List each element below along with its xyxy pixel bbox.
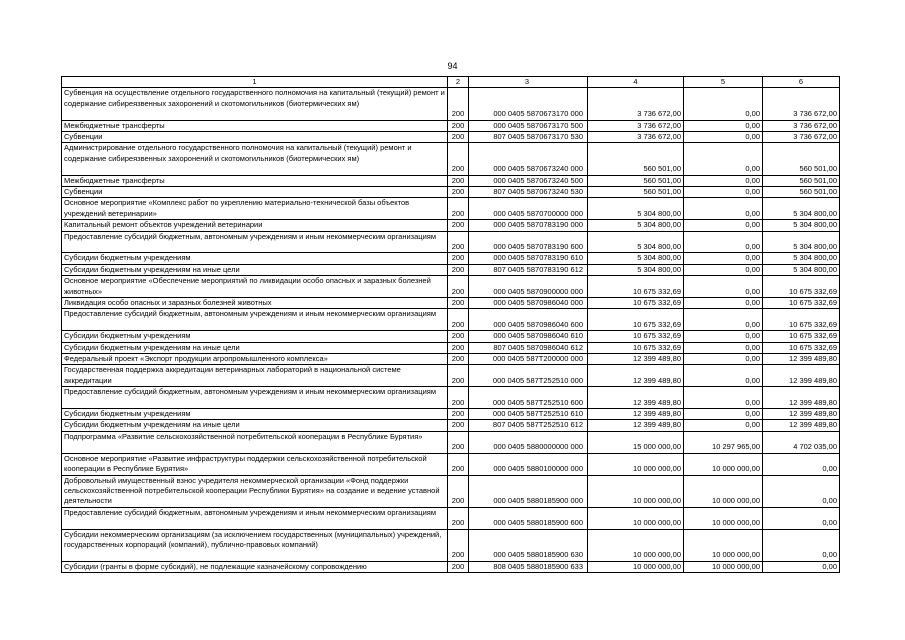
cell-line-code: 200 <box>448 264 469 275</box>
table-row <box>62 298 840 309</box>
cell-executed-amount: 0,00 <box>684 365 763 387</box>
cell-unexecuted-amount: 5 304 800,00 <box>763 220 840 231</box>
cell-approved-amount: 10 000 000,00 <box>588 529 684 561</box>
table-row <box>62 453 840 475</box>
cell-executed-amount: 0,00 <box>684 88 763 120</box>
table-row <box>62 331 840 342</box>
cell-approved-amount: 12 399 489,80 <box>588 409 684 420</box>
cell-line-code: 200 <box>448 88 469 120</box>
cell-indicator-name: Субвенции <box>62 187 448 198</box>
cell-indicator-name: Предоставление субсидий бюджетным, автономным учреждениям и иным некоммерческим организациям <box>62 309 448 331</box>
cell-classification-code: 000 0405 5880185900 600 <box>469 507 588 529</box>
cell-line-code: 200 <box>448 132 469 143</box>
cell-unexecuted-amount: 5 304 800,00 <box>763 253 840 264</box>
cell-unexecuted-amount: 5 304 800,00 <box>763 231 840 253</box>
cell-classification-code: 000 0405 5870673170 500 <box>469 120 588 131</box>
cell-line-code: 200 <box>448 354 469 365</box>
table-row <box>62 342 840 353</box>
cell-indicator-name: Добровольный имущественный взнос учредителя некоммерческой организации «Фонд поддержки сельскохозяйственной потребительской кооперации Республики Бурятия» на создание и ведение уставной деятельности <box>62 475 448 507</box>
cell-classification-code: 000 0405 587T252510 000 <box>469 365 588 387</box>
cell-approved-amount: 15 000 000,00 <box>588 431 684 453</box>
cell-unexecuted-amount: 0,00 <box>763 529 840 561</box>
cell-indicator-name: Капитальный ремонт объектов учреждений ветеринарии <box>62 220 448 231</box>
cell-line-code: 200 <box>448 187 469 198</box>
cell-unexecuted-amount: 10 675 332,69 <box>763 331 840 342</box>
cell-unexecuted-amount: 12 399 489,80 <box>763 354 840 365</box>
cell-approved-amount: 10 675 332,69 <box>588 309 684 331</box>
cell-indicator-name: Субсидии бюджетным учреждениям на иные цели <box>62 264 448 275</box>
cell-line-code: 200 <box>448 253 469 264</box>
cell-line-code: 200 <box>448 331 469 342</box>
cell-executed-amount: 0,00 <box>684 276 763 298</box>
cell-indicator-name: Ликвидация особо опасных и заразных болезней животных <box>62 298 448 309</box>
cell-executed-amount: 0,00 <box>684 331 763 342</box>
table-row <box>62 175 840 186</box>
cell-unexecuted-amount: 3 736 672,00 <box>763 120 840 131</box>
cell-approved-amount: 5 304 800,00 <box>588 253 684 264</box>
table-row <box>62 420 840 431</box>
cell-indicator-name: Субсидии бюджетным учреждениям <box>62 409 448 420</box>
cell-approved-amount: 3 736 672,00 <box>588 88 684 120</box>
table-row <box>62 253 840 264</box>
cell-approved-amount: 12 399 489,80 <box>588 420 684 431</box>
cell-unexecuted-amount: 12 399 489,80 <box>763 409 840 420</box>
cell-unexecuted-amount: 3 736 672,00 <box>763 88 840 120</box>
cell-approved-amount: 560 501,00 <box>588 175 684 186</box>
cell-unexecuted-amount: 12 399 489,80 <box>763 387 840 409</box>
table-row <box>62 387 840 409</box>
cell-approved-amount: 5 304 800,00 <box>588 264 684 275</box>
cell-classification-code: 000 0405 587T252510 600 <box>469 387 588 409</box>
table-row <box>62 365 840 387</box>
table-body <box>62 88 840 573</box>
cell-classification-code: 000 0405 5870783190 000 <box>469 220 588 231</box>
cell-approved-amount: 10 000 000,00 <box>588 507 684 529</box>
cell-approved-amount: 10 675 332,69 <box>588 331 684 342</box>
cell-unexecuted-amount: 10 675 332,69 <box>763 276 840 298</box>
cell-line-code: 200 <box>448 507 469 529</box>
cell-approved-amount: 10 000 000,00 <box>588 475 684 507</box>
cell-indicator-name: Основное мероприятие «Комплекс работ по укреплению материально-технической базы объектов учреждений ветеринарии» <box>62 198 448 220</box>
cell-approved-amount: 3 736 672,00 <box>588 120 684 131</box>
cell-classification-code: 000 0405 5880185900 630 <box>469 529 588 561</box>
cell-executed-amount: 0,00 <box>684 220 763 231</box>
column-header: 2 <box>448 77 469 88</box>
cell-indicator-name: Субсидии бюджетным учреждениям на иные цели <box>62 342 448 353</box>
column-header: 1 <box>62 77 448 88</box>
cell-executed-amount: 10 000 000,00 <box>684 561 763 572</box>
cell-unexecuted-amount: 5 304 800,00 <box>763 198 840 220</box>
cell-approved-amount: 560 501,00 <box>588 187 684 198</box>
cell-unexecuted-amount: 0,00 <box>763 561 840 572</box>
cell-executed-amount: 0,00 <box>684 342 763 353</box>
cell-classification-code: 807 0405 5870986040 612 <box>469 342 588 353</box>
cell-executed-amount: 0,00 <box>684 409 763 420</box>
cell-executed-amount: 10 000 000,00 <box>684 507 763 529</box>
cell-classification-code: 000 0405 5880100000 000 <box>469 453 588 475</box>
table-row <box>62 529 840 561</box>
cell-approved-amount: 12 399 489,80 <box>588 387 684 409</box>
table-row <box>62 143 840 175</box>
cell-executed-amount: 0,00 <box>684 175 763 186</box>
cell-indicator-name: Межбюджетные трансферты <box>62 175 448 186</box>
cell-line-code: 200 <box>448 409 469 420</box>
cell-executed-amount: 0,00 <box>684 231 763 253</box>
cell-approved-amount: 12 399 489,80 <box>588 365 684 387</box>
cell-indicator-name: Субсидии (гранты в форме субсидий), не подлежащие казначейскому сопровождению <box>62 561 448 572</box>
table-row <box>62 220 840 231</box>
table-row <box>62 132 840 143</box>
cell-approved-amount: 5 304 800,00 <box>588 231 684 253</box>
table-row <box>62 88 840 120</box>
cell-classification-code: 000 0405 5870986040 000 <box>469 298 588 309</box>
cell-unexecuted-amount: 560 501,00 <box>763 187 840 198</box>
cell-executed-amount: 0,00 <box>684 420 763 431</box>
cell-unexecuted-amount: 10 675 332,69 <box>763 298 840 309</box>
cell-unexecuted-amount: 10 675 332,69 <box>763 309 840 331</box>
cell-unexecuted-amount: 3 736 672,00 <box>763 132 840 143</box>
cell-line-code: 200 <box>448 143 469 175</box>
cell-classification-code: 000 0405 5870700000 000 <box>469 198 588 220</box>
cell-classification-code: 808 0405 5880185900 633 <box>469 561 588 572</box>
cell-indicator-name: Государственная поддержка аккредитации ветеринарных лабораторий в национальной системе аккредитации <box>62 365 448 387</box>
cell-line-code: 200 <box>448 276 469 298</box>
table-row <box>62 507 840 529</box>
cell-classification-code: 000 0405 5870673240 500 <box>469 175 588 186</box>
table-header <box>62 77 840 88</box>
table-row <box>62 409 840 420</box>
cell-line-code: 200 <box>448 561 469 572</box>
cell-executed-amount: 0,00 <box>684 387 763 409</box>
cell-indicator-name: Межбюджетные трансферты <box>62 120 448 131</box>
cell-unexecuted-amount: 560 501,00 <box>763 143 840 175</box>
cell-approved-amount: 5 304 800,00 <box>588 198 684 220</box>
cell-unexecuted-amount: 12 399 489,80 <box>763 420 840 431</box>
cell-indicator-name: Субсидии бюджетным учреждениям <box>62 331 448 342</box>
cell-classification-code: 000 0405 587T252510 610 <box>469 409 588 420</box>
cell-classification-code: 000 0405 5870783190 610 <box>469 253 588 264</box>
cell-line-code: 200 <box>448 365 469 387</box>
cell-line-code: 200 <box>448 342 469 353</box>
cell-classification-code: 000 0405 587T200000 000 <box>469 354 588 365</box>
page-number: 94 <box>447 61 458 71</box>
cell-line-code: 200 <box>448 231 469 253</box>
cell-executed-amount: 0,00 <box>684 132 763 143</box>
cell-classification-code: 000 0405 5870673240 000 <box>469 143 588 175</box>
cell-indicator-name: Предоставление субсидий бюджетным, автономным учреждениям и иным некоммерческим организациям <box>62 507 448 529</box>
cell-executed-amount: 0,00 <box>684 253 763 264</box>
cell-line-code: 200 <box>448 431 469 453</box>
table-row <box>62 561 840 572</box>
cell-indicator-name: Основное мероприятие «Развитие инфраструктуры поддержки сельскохозяйственной потребительской кооперации в Республике Бурятия» <box>62 453 448 475</box>
cell-unexecuted-amount: 0,00 <box>763 453 840 475</box>
cell-indicator-name: Субсидии бюджетным учреждениям <box>62 253 448 264</box>
cell-line-code: 200 <box>448 298 469 309</box>
cell-executed-amount: 0,00 <box>684 143 763 175</box>
cell-line-code: 200 <box>448 120 469 131</box>
cell-executed-amount: 0,00 <box>684 264 763 275</box>
column-header: 3 <box>469 77 588 88</box>
cell-classification-code: 000 0405 5870986040 600 <box>469 309 588 331</box>
table-row <box>62 475 840 507</box>
table-row <box>62 198 840 220</box>
cell-unexecuted-amount: 5 304 800,00 <box>763 264 840 275</box>
column-header: 6 <box>763 77 840 88</box>
table-row <box>62 309 840 331</box>
cell-line-code: 200 <box>448 198 469 220</box>
table-row <box>62 354 840 365</box>
cell-approved-amount: 3 736 672,00 <box>588 132 684 143</box>
cell-classification-code: 000 0405 5870900000 000 <box>469 276 588 298</box>
cell-executed-amount: 10 000 000,00 <box>684 453 763 475</box>
cell-approved-amount: 10 000 000,00 <box>588 453 684 475</box>
cell-unexecuted-amount: 0,00 <box>763 475 840 507</box>
cell-executed-amount: 0,00 <box>684 298 763 309</box>
cell-classification-code: 000 0405 5870783190 600 <box>469 231 588 253</box>
cell-line-code: 200 <box>448 387 469 409</box>
cell-executed-amount: 0,00 <box>684 198 763 220</box>
cell-approved-amount: 10 675 332,69 <box>588 298 684 309</box>
budget-report-table <box>61 76 840 573</box>
cell-classification-code: 807 0405 5870783190 612 <box>469 264 588 275</box>
cell-approved-amount: 10 675 332,69 <box>588 342 684 353</box>
cell-indicator-name: Субсидии некоммерческим организациям (за исключением государственных (муниципальных) учреждений, государственных корпораций (компаний), публично-правовых компаний) <box>62 529 448 561</box>
cell-line-code: 200 <box>448 175 469 186</box>
cell-unexecuted-amount: 10 675 332,69 <box>763 342 840 353</box>
cell-line-code: 200 <box>448 475 469 507</box>
cell-unexecuted-amount: 4 702 035,00 <box>763 431 840 453</box>
cell-executed-amount: 0,00 <box>684 309 763 331</box>
cell-executed-amount: 10 297 965,00 <box>684 431 763 453</box>
cell-unexecuted-amount: 12 399 489,80 <box>763 365 840 387</box>
table-row <box>62 276 840 298</box>
cell-indicator-name: Субвенция на осуществление отдельного государственного полномочия на капитальный (текущий) ремонт и содержание сибиреязвенных захоронений и скотомогильников (биотермических ям) <box>62 88 448 120</box>
cell-executed-amount: 0,00 <box>684 354 763 365</box>
cell-indicator-name: Субвенции <box>62 132 448 143</box>
cell-approved-amount: 10 000 000,00 <box>588 561 684 572</box>
cell-classification-code: 807 0405 5870673170 530 <box>469 132 588 143</box>
cell-indicator-name: Подпрограмма «Развитие сельскохозяйственной потребительской кооперации в Республике Бурятия» <box>62 431 448 453</box>
table-row <box>62 264 840 275</box>
cell-approved-amount: 12 399 489,80 <box>588 354 684 365</box>
column-header: 5 <box>684 77 763 88</box>
cell-line-code: 200 <box>448 220 469 231</box>
cell-indicator-name: Субсидии бюджетным учреждениям на иные цели <box>62 420 448 431</box>
cell-line-code: 200 <box>448 309 469 331</box>
cell-indicator-name: Предоставление субсидий бюджетным, автономным учреждениям и иным некоммерческим организациям <box>62 231 448 253</box>
cell-executed-amount: 0,00 <box>684 187 763 198</box>
cell-approved-amount: 10 675 332,69 <box>588 276 684 298</box>
cell-classification-code: 000 0405 5880000000 000 <box>469 431 588 453</box>
cell-classification-code: 807 0405 587T252510 612 <box>469 420 588 431</box>
table-row <box>62 431 840 453</box>
cell-indicator-name: Федеральный проект «Экспорт продукции агропромышленного комплекса» <box>62 354 448 365</box>
column-header: 4 <box>588 77 684 88</box>
cell-executed-amount: 10 000 000,00 <box>684 529 763 561</box>
cell-classification-code: 000 0405 5870986040 610 <box>469 331 588 342</box>
table-row <box>62 231 840 253</box>
cell-executed-amount: 0,00 <box>684 120 763 131</box>
column-number-row <box>62 77 840 88</box>
cell-indicator-name: Основное мероприятие «Обеспечение мероприятий по ликвидации особо опасных и заразных болезней животных» <box>62 276 448 298</box>
cell-line-code: 200 <box>448 420 469 431</box>
cell-approved-amount: 5 304 800,00 <box>588 220 684 231</box>
cell-executed-amount: 10 000 000,00 <box>684 475 763 507</box>
table-row <box>62 120 840 131</box>
cell-classification-code: 807 0405 5870673240 530 <box>469 187 588 198</box>
cell-indicator-name: Предоставление субсидий бюджетным, автономным учреждениям и иным некоммерческим организациям <box>62 387 448 409</box>
cell-line-code: 200 <box>448 453 469 475</box>
table-row <box>62 187 840 198</box>
cell-indicator-name: Администрирование отдельного государственного полномочия на капитальный (текущий) ремонт и содержание сибиреязвенных захоронений и скотомогильников (биотермических ям) <box>62 143 448 175</box>
cell-unexecuted-amount: 0,00 <box>763 507 840 529</box>
cell-classification-code: 000 0405 5870673170 000 <box>469 88 588 120</box>
cell-line-code: 200 <box>448 529 469 561</box>
cell-approved-amount: 560 501,00 <box>588 143 684 175</box>
cell-classification-code: 000 0405 5880185900 000 <box>469 475 588 507</box>
cell-unexecuted-amount: 560 501,00 <box>763 175 840 186</box>
